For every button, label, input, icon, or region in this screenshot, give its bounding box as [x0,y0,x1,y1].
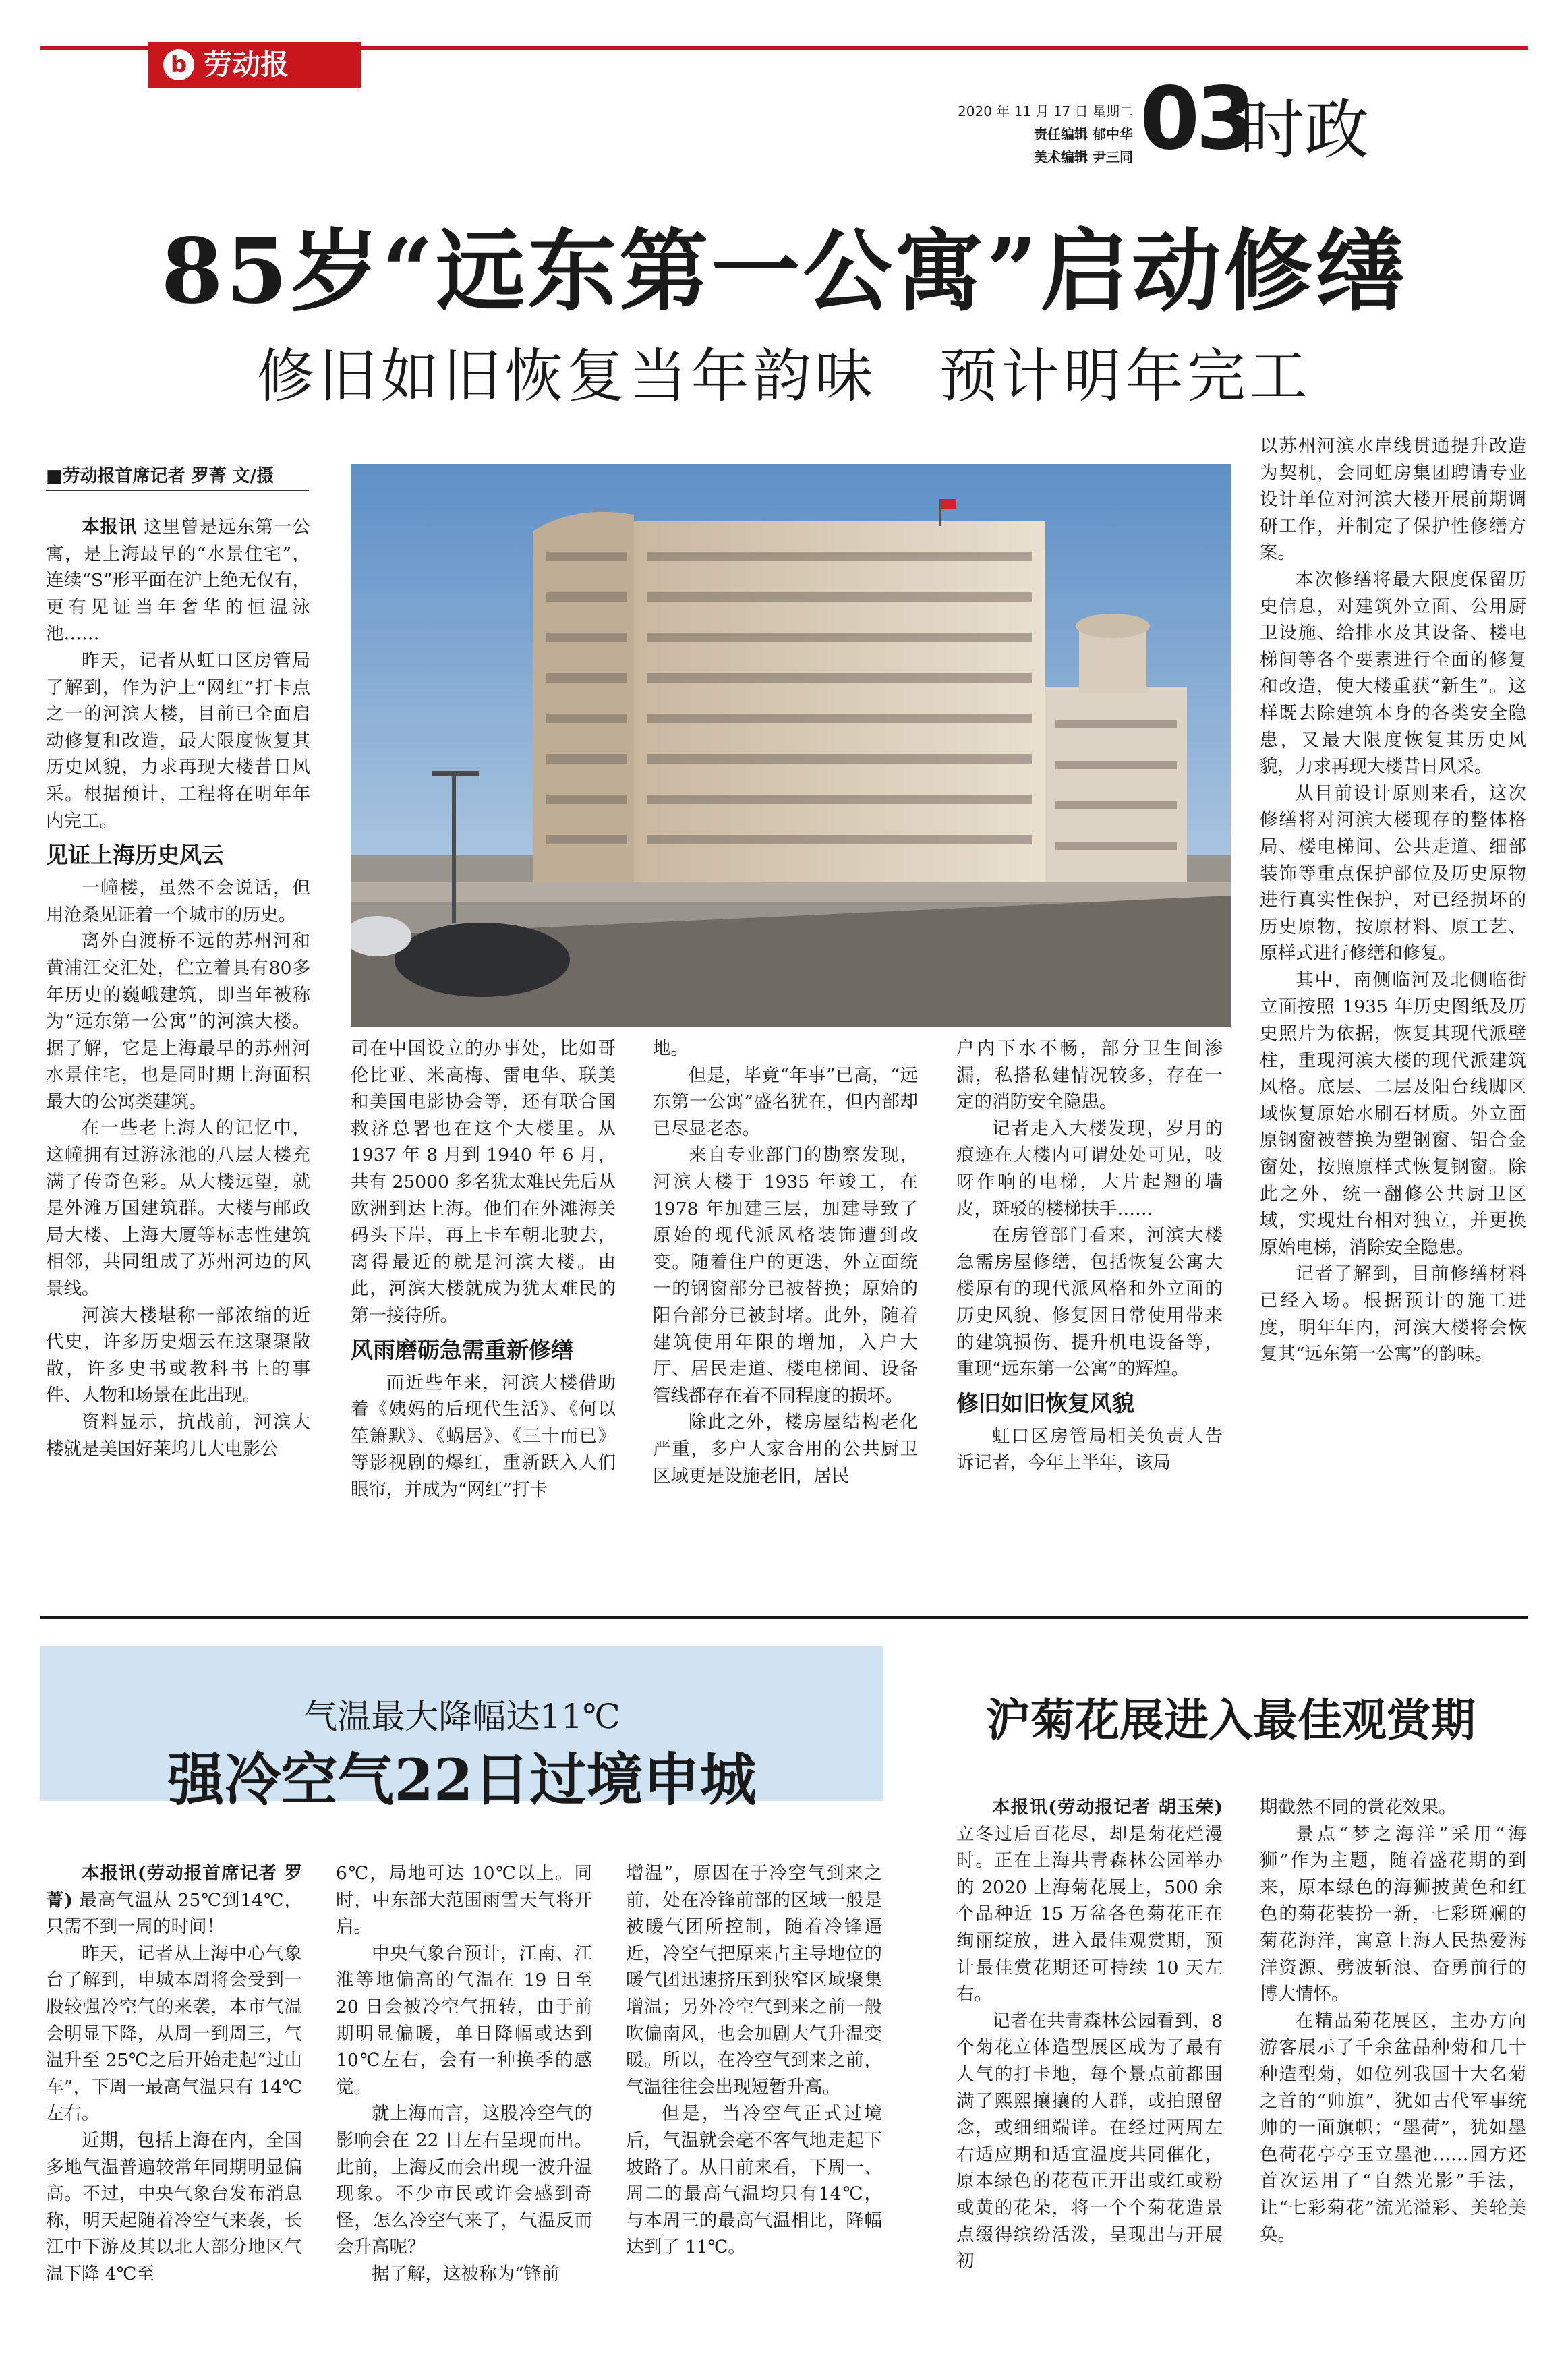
paragraph-text: 本次修缮将最大限度保留历史信息，对建筑外立面、公用厨卫设施、给排水及其设备、楼电梯间等各个要素进行全面的修复和改造，使大楼重获“新生”。这样既去除建筑本身的各类安全隐患，又最大限度恢复其历史风貌，力求再现大楼昔日风采。 [1260,569,1526,778]
paragraph-text: 在精品菊花展区，主办方向游客展示了千余盆品种菊和几十种造型菊，如位列我国十大名菊之首的“帅旗”，犹如古代军事统帅的一面旗帜；“墨荷”，犹如墨色荷花亭亭玉立墨池……园方还首次运用了“自然光影”手法，让“七彩菊花”流光溢彩、美轮美奂。 [1260,2010,1526,2245]
main-column-2 [351,1035,616,1503]
paragraph [626,1860,882,2100]
paragraph [956,2008,1223,2275]
main-subhead: 修旧如旧恢复当年韵味 预计明年完工 [256,343,1312,410]
paragraph-text: 在房管部门看来，河滨大楼急需房屋修缮，包括恢复公寓大楼原有的现代派风格和外立面的历史风貌、修复因日常使用带来的建筑损伤、提升机电设备等，重现“远东第一公寓”的辉煌。 [956,1225,1223,1380]
paragraph-text: 景点“梦之海洋”采用“海狮”作为主题，随着盛花期的到来，原本绿色的海狮披黄色和红色的菊花装扮一新，七彩斑斓的菊花海洋，寓意上海人民热爱海洋资源、劈波斩浪、奋勇前行的博大情怀。 [1260,1823,1526,2005]
paragraph-text: 就上海而言，这股冷空气的影响会在 22 日左右呈现而出。此前，上海反而会出现一波升温现象。不少市民或许会感到奇怪，怎么冷空气来了，气温反而会升高呢？ [336,2103,592,2258]
paragraph [653,1062,918,1143]
cold-headline: 强冷空气22日过境申城 [167,1746,757,1813]
main-column-1 [46,514,310,1462]
section-heading: 修旧如旧恢复风貌 [956,1389,1134,1416]
paragraph-text: 来自专业部门的勘察发现，河滨大楼于 1935 年竣工，在 1978 年加建三层，加建导致了原始的现代派风格装饰遭到改变。随着住户的更迭，外立面统一的钢窗部分已被替换；原始的阳台部分已被封堵。此外，随着建筑使用年限的增加，入户大厅、居民走道、楼电梯间、设备管线都存在着不同程度的损坏。 [653,1145,918,1406]
paragraph [46,2127,302,2288]
main-column-4 [956,1035,1223,1476]
issue-date: 2020 年 11 月 17 日 星期二 [958,103,1133,119]
cold-column-2 [336,1860,592,2288]
lead-in: 本报讯(劳动报记者 胡玉荣) [992,1797,1223,1818]
flower-column-1 [956,1794,1223,2275]
paragraph-text: 虹口区房管局相关负责人告诉记者，今年上半年，该局 [956,1425,1223,1474]
lead-in: 本报讯 [82,517,138,538]
paragraph [46,875,310,928]
paragraph [956,1222,1223,1383]
paragraph-text: 记者在共青森林公园看到，8 个菊花立体造型展区成为了最有人气的打卡地，每个景点前都围满了熙熙攘攘的人群，或拍照留念，或细细端详。在经过两周左右适应期和适宜温度共同催化，原本绿色的花苞正开出或红或粉或黄的花朵，将一个个菊花造景点缀得缤纷活泼，呈现出与开展初 [956,2010,1223,2272]
paragraph [336,2100,592,2261]
paragraph-text: 昨天，记者从上海中心气象台了解到，申城本周将会受到一股较强冷空气的来袭，本市气温会明显下降，从周一到周三，气温升至 25℃之后开始走起“过山车”，下周一最高气温只有 14℃左右。 [46,1943,302,2125]
cold-column-3 [626,1860,882,2261]
riverside-building-illustration [351,464,1231,1027]
paragraph [653,1035,918,1062]
paragraph-text: 据了解，这被称为“锋前 [372,2263,560,2285]
paragraph [351,1035,616,1329]
building-photo [351,464,1231,1027]
paragraph-text: 户内下水不畅，部分卫生间渗漏，私搭私建情况较多，存在一定的消防安全隐患。 [956,1038,1223,1113]
paragraph [46,514,310,648]
paragraph-text: 6℃，局地可达 10℃以上。同时，中东部大范围雨雪天气将开启。 [336,1863,592,1938]
paragraph-text: 地。 [653,1038,689,1059]
lead-in: 本报讯(劳动报首席记者 罗菁) [46,1863,302,1911]
paragraph-text: 从目前设计原则来看，这次修缮将对河滨大楼现存的整体格局、楼电梯间、公共走道、细部装饰等重点保护部位及历史原物进行真实性保护，对已经损坏的历史原物，按原材料、原工艺、原样式进行修缮和修复。 [1260,782,1526,965]
paragraph [46,928,310,1115]
paragraph-text: 司在中国设立的办事处，比如哥伦比亚、米高梅、雷电华、联美和美国电影协会等，还有联合国救济总署也在这个大楼里。从 1937 年 8 月到 1940 年 6 月，共有 25000 多名犹太难民先后从欧洲到达上海。他们在外滩海关码头下岸，再上卡车朝北驶去，离得最近的就是河滨大楼。由此，河滨大楼就成为犹太难民的第一接待所。 [351,1038,616,1326]
paragraph-text: 中央气象台预计，江南、江淮等地偏高的气温在 19 日至 20 日会被冷空气扭转，由于前期明显偏暖，单日降幅或达到 10℃左右，会有一种换季的感觉。 [336,1943,592,2098]
main-headline: 85岁“远东第一公寓”启动修缮 [161,219,1407,324]
paragraph [956,1035,1223,1116]
paragraph [1260,1794,1526,1821]
paragraph-text: 立冬过后百花尽，却是菊花烂漫时。正在上海共青森林公园举办的 2020 上海菊花展上，500 余个品种近 15 万盆各色菊花正在绚丽绽放，进入最佳观赏期，预计最佳赏花期还可持续 10 天左右。 [956,1823,1223,2005]
paragraph-text: 记者走入大楼发现，岁月的痕迹在大楼内可谓处处可见，吱呀作响的电梯，大片起翘的墙皮，斑驳的楼梯扶手…… [956,1118,1223,1219]
paragraph [46,1941,302,2127]
paragraph [626,2100,882,2261]
main-column-3 [653,1035,918,1489]
paragraph [653,1409,918,1489]
paragraph-text: 但是，毕竟“年事”已高，“远东第一公寓”盛名犹在，但内部却已尽显老态。 [653,1064,918,1139]
paragraph-text: 近期，包括上海在内，全国多地气温普遍较常年同期明显偏高。不过，中央气象台发布消息称，明天起随着冷空气来袭，长江中下游及其以北大部分地区气温下降 4℃至 [46,2129,302,2285]
paragraph [1260,2008,1526,2248]
main-column-5 [1260,433,1526,1368]
paragraph-text: 资料显示，抗战前，河滨大楼就是美国好莱坞几大电影公 [46,1412,310,1460]
paragraph-text: 其中，南侧临河及北侧临街立面按照 1935 年历史图纸及历史照片为依据，恢复其现代派壁柱，重现河滨大楼的现代派建筑风格。底层、二层及阳台线脚区域恢复原始水刷石材质。外立面原钢窗被替换为塑钢窗、铝合金窗处，按照原样式恢复钢窗。除此之外，统一翻修公共厨卫区域，实现灶台相对独立，并更换原始电梯，消除安全隐患。 [1260,969,1526,1258]
paragraph [653,1142,918,1409]
paragraph [1260,1821,1526,2008]
paragraph-text: 在一些老上海人的记忆中，这幢拥有过游泳池的八层大楼充满了传奇色彩。从大楼远望，就是外滩万国建筑群。大楼与邮政局大楼、上海大厦等标志性建筑相邻，共同组成了苏州河边的风景线。 [46,1118,310,1300]
paragraph-text: 这里曾是远东第一公寓，是上海最早的“水景住宅”，连续“S”形平面在沪上绝无仅有，更有见证当年奢华的恒温泳池…… [46,517,310,645]
art-editor-credit: 美术编辑 尹三同 [1034,149,1133,165]
paragraph-text: 昨天，记者从虹口区房管局了解到，作为沪上“网红”打卡点之一的河滨大楼，目前已全面启动修复和改造，最大限度恢复其历史风貌，力求再现大楼昔日风采。根据预计，工程将在明年年内完工。 [46,650,310,832]
paragraph [956,1116,1223,1222]
section-heading: 风雨磨砺急需重新修缮 [351,1336,573,1363]
paragraph [336,2261,592,2288]
paragraph-text: 增温”，原因在于冷空气到来之前，处在冷锋前部的区域一般是被暖气团所控制，随着冷锋逼近，冷空气把原来占主导地位的暖气团迅速挤压到狭窄区域聚集增温；另外冷空气到来之前一般吹偏南风，也会加剧大气升温变暖。所以，在冷空气到来之前，气温往往会出现短暂升高。 [626,1863,882,2098]
cold-column-1 [46,1860,302,2288]
paragraph-text: 除此之外，楼房屋结构老化严重，多户人家合用的公共厨卫区域更是设施老旧，居民 [653,1412,918,1487]
editor-credit: 责任编辑 郁中华 [1034,126,1133,142]
flower-column-2 [1260,1794,1526,2248]
paragraph [336,1941,592,2101]
flower-headline: 沪菊花展进入最佳观赏期 [986,1694,1476,1746]
paragraph-text: 最高气温从 25℃到14℃，只需不到一周的时间！ [46,1889,302,1938]
paragraph [1260,780,1526,967]
paragraph-text: 期截然不同的赏花效果。 [1260,1797,1457,1818]
paragraph [46,1409,310,1462]
paragraph [46,648,310,834]
logo-text: 劳动报 [204,48,289,81]
paragraph [1260,1261,1526,1367]
paragraph-text: 一幢楼，虽然不会说话，但用沧桑见证着一个城市的历史。 [46,878,310,925]
paragraph [46,1860,302,1941]
paragraph-text: 河滨大楼堪称一部浓缩的近代史，许多历史烟云在这聚聚散散，许多史书或教科书上的事件、人物和场景在此出现。 [46,1304,310,1406]
issue-info [948,100,1133,169]
paragraph [1260,967,1526,1261]
newspaper-logo[interactable] [148,42,361,88]
page-number: 03 [1140,69,1252,169]
paragraph-text: 以苏州河滨水岸线贯通提升改造为契机，会同虹房集团聘请专业设计单位对河滨大楼开展前期调研工作，并制定了保护性修缮方案。 [1260,436,1526,564]
cold-subhead: 气温最大降幅达11℃ [303,1697,620,1736]
paragraph [336,1860,592,1941]
paragraph [46,1302,310,1409]
section-name: 时政 [1240,92,1369,168]
paragraph [1260,567,1526,780]
section-heading: 见证上海历史风云 [46,842,224,869]
paragraph-text: 记者了解到，目前修缮材料已经入场。根据预计的施工进度，明年年内，河滨大楼将会恢复其“远东第一公寓”的韵味。 [1260,1263,1526,1365]
logo-icon: b [163,49,194,80]
paragraph-text: 离外白渡桥不远的苏州河和黄浦江交汇处，伫立着具有80多年历史的巍峨建筑，即当年被称为“远东第一公寓”的河滨大楼。据了解，它是上海最早的苏州河水景住宅，也是同时期上海面积最大的公寓类建筑。 [46,931,310,1112]
paragraph [956,1794,1223,2008]
paragraph-text: 但是，当冷空气正式过境后，气温就会毫不客气地走起下坡路了。从目前来看，下周一、周二的最高气温均只有14℃，与本周三的最高气温相比，降幅达到了 11℃。 [626,2103,882,2258]
paragraph-text: 而近些年来，河滨大楼借助着《姨妈的后现代生活》、《何以笙箫默》、《蜗居》、《三十而已》等影视剧的爆红，重新跃入人们眼帘，并成为“网红”打卡 [351,1372,616,1500]
main-byline: ■劳动报首席记者 罗菁 文/摄 [46,463,309,491]
paragraph [956,1423,1223,1476]
paragraph [46,1115,310,1302]
paragraph [1260,433,1526,567]
paragraph [351,1370,616,1503]
section-divider [40,1616,1528,1619]
